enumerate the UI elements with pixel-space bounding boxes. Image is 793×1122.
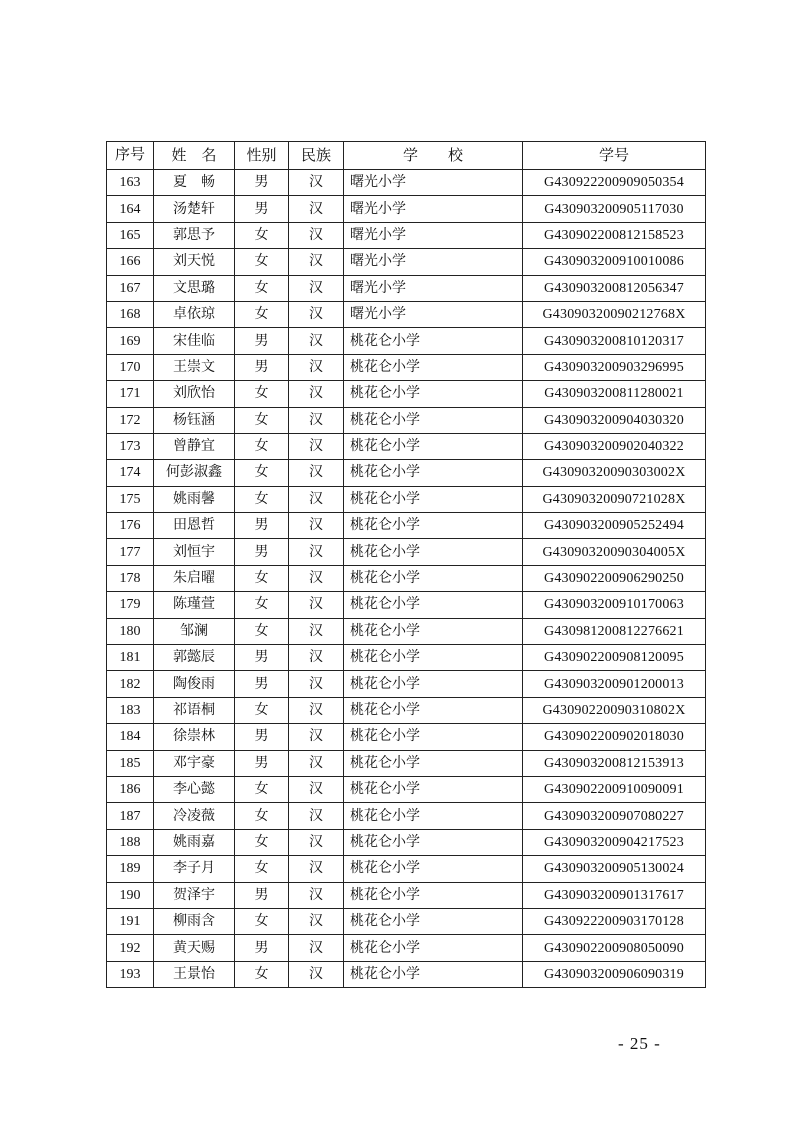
- table-row: [107, 856, 706, 882]
- cell-name: 郭思予: [154, 222, 235, 248]
- table-row: [107, 301, 706, 327]
- cell-school: 桃花仑小学: [344, 618, 523, 644]
- table-row: [107, 592, 706, 618]
- cell-gender: 女: [235, 222, 289, 248]
- cell-gender: 女: [235, 776, 289, 802]
- cell-serial-number: 183: [107, 697, 154, 723]
- cell-ethnicity: 汉: [289, 170, 344, 196]
- cell-student-id: G430903200905117030: [523, 196, 706, 222]
- cell-school: 桃花仑小学: [344, 697, 523, 723]
- cell-name: 王景怡: [154, 961, 235, 987]
- cell-serial-number: 189: [107, 856, 154, 882]
- cell-ethnicity: 汉: [289, 381, 344, 407]
- cell-student-id: G430903200905252494: [523, 513, 706, 539]
- cell-gender: 男: [235, 513, 289, 539]
- cell-serial-number: 177: [107, 539, 154, 565]
- cell-student-id: G43090320090721028X: [523, 486, 706, 512]
- cell-student-id: G430902200906290250: [523, 565, 706, 591]
- cell-name: 邓宇豪: [154, 750, 235, 776]
- cell-ethnicity: 汉: [289, 724, 344, 750]
- cell-ethnicity: 汉: [289, 935, 344, 961]
- cell-school: 桃花仑小学: [344, 645, 523, 671]
- cell-school: 曙光小学: [344, 301, 523, 327]
- cell-gender: 女: [235, 407, 289, 433]
- cell-student-id: G430922200903170128: [523, 908, 706, 934]
- cell-serial-number: 167: [107, 275, 154, 301]
- cell-name: 卓依琼: [154, 301, 235, 327]
- cell-school: 桃花仑小学: [344, 856, 523, 882]
- cell-name: 姚雨馨: [154, 486, 235, 512]
- cell-gender: 女: [235, 961, 289, 987]
- cell-name: 郭懿辰: [154, 645, 235, 671]
- cell-name: 刘恒宇: [154, 539, 235, 565]
- cell-serial-number: 166: [107, 249, 154, 275]
- table-row: [107, 935, 706, 961]
- cell-serial-number: 174: [107, 460, 154, 486]
- cell-serial-number: 165: [107, 222, 154, 248]
- cell-gender: 男: [235, 539, 289, 565]
- cell-student-id: G430903200904217523: [523, 829, 706, 855]
- cell-student-id: G430903200905130024: [523, 856, 706, 882]
- cell-school: 曙光小学: [344, 196, 523, 222]
- cell-name: 邹澜: [154, 618, 235, 644]
- cell-name: 王崇文: [154, 354, 235, 380]
- cell-gender: 男: [235, 671, 289, 697]
- cell-name: 何彭淑鑫: [154, 460, 235, 486]
- cell-school: 桃花仑小学: [344, 750, 523, 776]
- cell-ethnicity: 汉: [289, 829, 344, 855]
- cell-school: 曙光小学: [344, 170, 523, 196]
- cell-serial-number: 171: [107, 381, 154, 407]
- cell-serial-number: 190: [107, 882, 154, 908]
- cell-gender: 女: [235, 592, 289, 618]
- cell-serial-number: 182: [107, 671, 154, 697]
- cell-ethnicity: 汉: [289, 882, 344, 908]
- cell-name: 刘欣怡: [154, 381, 235, 407]
- table-row: [107, 433, 706, 459]
- cell-ethnicity: 汉: [289, 249, 344, 275]
- cell-name: 黄天赐: [154, 935, 235, 961]
- cell-student-id: G430981200812276621: [523, 618, 706, 644]
- cell-ethnicity: 汉: [289, 196, 344, 222]
- cell-student-id: G430903200903296995: [523, 354, 706, 380]
- cell-gender: 女: [235, 803, 289, 829]
- cell-student-id: G430902200908050090: [523, 935, 706, 961]
- cell-gender: 女: [235, 433, 289, 459]
- cell-student-id: G43090320090304005X: [523, 539, 706, 565]
- cell-ethnicity: 汉: [289, 803, 344, 829]
- cell-school: 桃花仑小学: [344, 433, 523, 459]
- cell-gender: 男: [235, 170, 289, 196]
- cell-gender: 男: [235, 882, 289, 908]
- cell-student-id: G430903200902040322: [523, 433, 706, 459]
- cell-gender: 男: [235, 935, 289, 961]
- table-row: [107, 645, 706, 671]
- cell-gender: 男: [235, 354, 289, 380]
- cell-ethnicity: 汉: [289, 301, 344, 327]
- header-school: 学 校: [344, 142, 523, 170]
- table-row: [107, 803, 706, 829]
- cell-serial-number: 180: [107, 618, 154, 644]
- cell-school: 桃花仑小学: [344, 539, 523, 565]
- cell-student-id: G43090320090212768X: [523, 301, 706, 327]
- table-row: [107, 407, 706, 433]
- cell-name: 夏 畅: [154, 170, 235, 196]
- table-row: [107, 196, 706, 222]
- cell-serial-number: 191: [107, 908, 154, 934]
- table-row: [107, 961, 706, 987]
- cell-student-id: G430922200909050354: [523, 170, 706, 196]
- cell-school: 桃花仑小学: [344, 407, 523, 433]
- cell-serial-number: 172: [107, 407, 154, 433]
- cell-student-id: G430903200811280021: [523, 381, 706, 407]
- cell-school: 桃花仑小学: [344, 908, 523, 934]
- cell-gender: 男: [235, 724, 289, 750]
- cell-gender: 女: [235, 249, 289, 275]
- cell-name: 姚雨嘉: [154, 829, 235, 855]
- cell-school: 桃花仑小学: [344, 803, 523, 829]
- cell-school: 桃花仑小学: [344, 460, 523, 486]
- page-number: - 25 -: [618, 1034, 661, 1053]
- cell-ethnicity: 汉: [289, 407, 344, 433]
- cell-serial-number: 175: [107, 486, 154, 512]
- table-row: [107, 381, 706, 407]
- cell-name: 徐崇林: [154, 724, 235, 750]
- header-gender: 性别: [235, 142, 289, 170]
- cell-student-id: G430903200906090319: [523, 961, 706, 987]
- cell-ethnicity: 汉: [289, 222, 344, 248]
- cell-ethnicity: 汉: [289, 433, 344, 459]
- table-row: [107, 249, 706, 275]
- cell-school: 桃花仑小学: [344, 829, 523, 855]
- cell-school: 桃花仑小学: [344, 565, 523, 591]
- cell-ethnicity: 汉: [289, 592, 344, 618]
- cell-serial-number: 193: [107, 961, 154, 987]
- cell-gender: 男: [235, 750, 289, 776]
- cell-school: 桃花仑小学: [344, 328, 523, 354]
- cell-ethnicity: 汉: [289, 539, 344, 565]
- cell-ethnicity: 汉: [289, 486, 344, 512]
- table-row: [107, 486, 706, 512]
- cell-ethnicity: 汉: [289, 697, 344, 723]
- cell-name: 冷凌薇: [154, 803, 235, 829]
- header-student-id: 学号: [523, 142, 706, 170]
- cell-student-id: G430902200908120095: [523, 645, 706, 671]
- cell-ethnicity: 汉: [289, 565, 344, 591]
- cell-serial-number: 187: [107, 803, 154, 829]
- cell-ethnicity: 汉: [289, 513, 344, 539]
- cell-name: 贺泽宇: [154, 882, 235, 908]
- cell-serial-number: 186: [107, 776, 154, 802]
- cell-name: 文思璐: [154, 275, 235, 301]
- table-row: [107, 354, 706, 380]
- cell-student-id: G430903200910010086: [523, 249, 706, 275]
- cell-student-id: G430903200810120317: [523, 328, 706, 354]
- cell-student-id: G430903200910170063: [523, 592, 706, 618]
- cell-student-id: G430903200904030320: [523, 407, 706, 433]
- table-row: [107, 460, 706, 486]
- cell-ethnicity: 汉: [289, 618, 344, 644]
- cell-ethnicity: 汉: [289, 776, 344, 802]
- cell-school: 桃花仑小学: [344, 882, 523, 908]
- table-row: [107, 671, 706, 697]
- cell-ethnicity: 汉: [289, 354, 344, 380]
- table-body: [107, 170, 706, 988]
- cell-ethnicity: 汉: [289, 961, 344, 987]
- cell-serial-number: 188: [107, 829, 154, 855]
- table-row: [107, 170, 706, 196]
- cell-name: 李子月: [154, 856, 235, 882]
- cell-serial-number: 178: [107, 565, 154, 591]
- cell-ethnicity: 汉: [289, 750, 344, 776]
- cell-gender: 男: [235, 196, 289, 222]
- cell-student-id: G430902200812158523: [523, 222, 706, 248]
- cell-ethnicity: 汉: [289, 645, 344, 671]
- cell-serial-number: 192: [107, 935, 154, 961]
- table-row: [107, 328, 706, 354]
- table-header-row: [107, 142, 706, 170]
- cell-serial-number: 169: [107, 328, 154, 354]
- cell-gender: 女: [235, 856, 289, 882]
- cell-serial-number: 176: [107, 513, 154, 539]
- cell-school: 桃花仑小学: [344, 776, 523, 802]
- cell-school: 桃花仑小学: [344, 381, 523, 407]
- cell-serial-number: 163: [107, 170, 154, 196]
- cell-ethnicity: 汉: [289, 908, 344, 934]
- cell-student-id: G430903200901317617: [523, 882, 706, 908]
- cell-gender: 女: [235, 381, 289, 407]
- cell-gender: 女: [235, 486, 289, 512]
- cell-school: 桃花仑小学: [344, 354, 523, 380]
- table-row: [107, 618, 706, 644]
- cell-name: 李心懿: [154, 776, 235, 802]
- table-row: [107, 750, 706, 776]
- header-name: 姓 名: [154, 142, 235, 170]
- cell-serial-number: 173: [107, 433, 154, 459]
- table-row: [107, 565, 706, 591]
- cell-name: 曾静宜: [154, 433, 235, 459]
- student-roster-table: [106, 141, 706, 988]
- cell-student-id: G430903200812056347: [523, 275, 706, 301]
- cell-gender: 女: [235, 829, 289, 855]
- cell-name: 陶俊雨: [154, 671, 235, 697]
- cell-name: 朱启曜: [154, 565, 235, 591]
- table-row: [107, 908, 706, 934]
- cell-gender: 女: [235, 301, 289, 327]
- table-row: [107, 724, 706, 750]
- cell-student-id: G43090320090303002X: [523, 460, 706, 486]
- cell-name: 田恩哲: [154, 513, 235, 539]
- cell-school: 桃花仑小学: [344, 935, 523, 961]
- cell-name: 陈瑾萱: [154, 592, 235, 618]
- cell-gender: 女: [235, 908, 289, 934]
- cell-school: 曙光小学: [344, 275, 523, 301]
- cell-name: 祁语桐: [154, 697, 235, 723]
- cell-gender: 女: [235, 275, 289, 301]
- cell-student-id: G43090220090310802X: [523, 697, 706, 723]
- table-row: [107, 275, 706, 301]
- cell-name: 汤楚轩: [154, 196, 235, 222]
- header-serial-number: 序号: [107, 142, 154, 170]
- cell-gender: 女: [235, 618, 289, 644]
- cell-ethnicity: 汉: [289, 328, 344, 354]
- cell-school: 桃花仑小学: [344, 671, 523, 697]
- cell-school: 桃花仑小学: [344, 724, 523, 750]
- cell-student-id: G430902200910090091: [523, 776, 706, 802]
- cell-ethnicity: 汉: [289, 460, 344, 486]
- cell-school: 桃花仑小学: [344, 961, 523, 987]
- cell-school: 桃花仑小学: [344, 513, 523, 539]
- cell-ethnicity: 汉: [289, 275, 344, 301]
- cell-ethnicity: 汉: [289, 856, 344, 882]
- cell-name: 刘天悦: [154, 249, 235, 275]
- cell-school: 曙光小学: [344, 249, 523, 275]
- table-row: [107, 222, 706, 248]
- cell-school: 桃花仑小学: [344, 486, 523, 512]
- cell-serial-number: 170: [107, 354, 154, 380]
- header-ethnicity: 民族: [289, 142, 344, 170]
- cell-school: 桃花仑小学: [344, 592, 523, 618]
- cell-serial-number: 164: [107, 196, 154, 222]
- cell-serial-number: 181: [107, 645, 154, 671]
- cell-school: 曙光小学: [344, 222, 523, 248]
- cell-gender: 女: [235, 565, 289, 591]
- cell-name: 柳雨含: [154, 908, 235, 934]
- cell-serial-number: 179: [107, 592, 154, 618]
- cell-serial-number: 185: [107, 750, 154, 776]
- cell-gender: 男: [235, 328, 289, 354]
- table-row: [107, 697, 706, 723]
- cell-student-id: G430903200812153913: [523, 750, 706, 776]
- cell-gender: 女: [235, 697, 289, 723]
- cell-ethnicity: 汉: [289, 671, 344, 697]
- cell-name: 杨钰涵: [154, 407, 235, 433]
- cell-serial-number: 168: [107, 301, 154, 327]
- cell-gender: 女: [235, 460, 289, 486]
- cell-student-id: G430903200907080227: [523, 803, 706, 829]
- cell-student-id: G430902200902018030: [523, 724, 706, 750]
- table-row: [107, 539, 706, 565]
- table-row: [107, 882, 706, 908]
- cell-serial-number: 184: [107, 724, 154, 750]
- table-row: [107, 829, 706, 855]
- cell-name: 宋佳临: [154, 328, 235, 354]
- table-row: [107, 513, 706, 539]
- cell-gender: 男: [235, 645, 289, 671]
- table-row: [107, 776, 706, 802]
- cell-student-id: G430903200901200013: [523, 671, 706, 697]
